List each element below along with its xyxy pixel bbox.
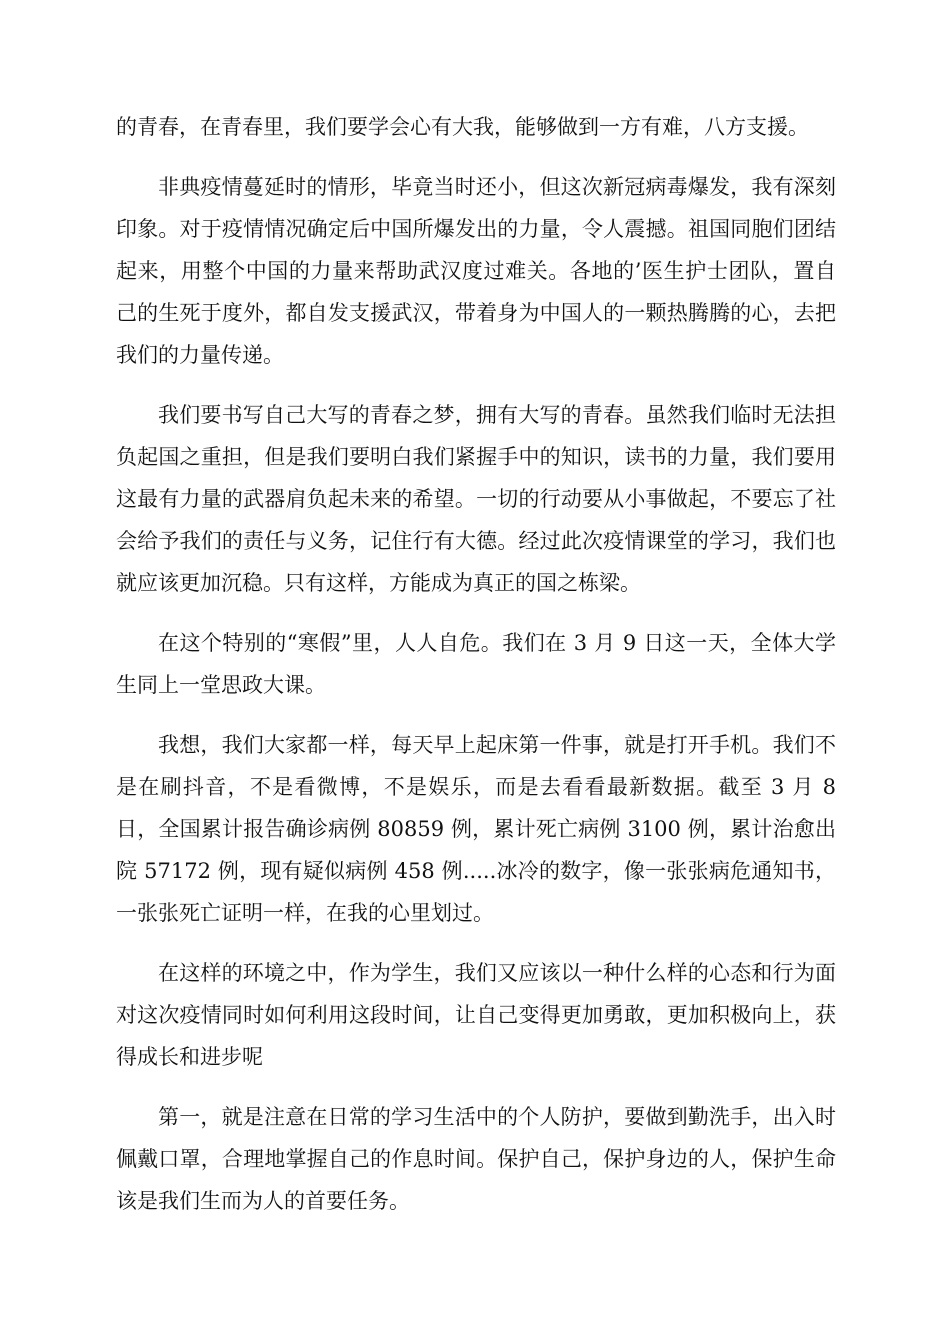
paragraph-first-protection: 第一，就是注意在日常的学习生活中的个人防护，要做到勤洗手，出入时佩戴口罩，合理地掌握自己的作息时间。保护自己，保护身边的人，保护生命该是我们生而为人的首要任务。 <box>116 1105 836 1213</box>
paragraph-special-holiday: 在这个特别的“寒假”里，人人自危。我们在 3 月 9 日这一天，全体大学生同上一堂思政大课。 <box>116 631 836 697</box>
paragraph-sars-memory: 非典疫情蔓延时的情形，毕竟当时还小，但这次新冠病毒爆发，我有深刻印象。对于疫情情况确定后中国所爆发出的力量，令人震撼。祖国同胞们团结起来，用整个中国的力量来帮助武汉度过难关。各地的’医生护士团队，置自己的生死于度外，都自发支援武汉，带着身为中国人的一颗热腾腾的心，去把我们的力量传递。 <box>116 175 836 367</box>
document-page <box>116 106 836 1222</box>
paragraph-daily-data: 我想，我们大家都一样，每天早上起床第一件事，就是打开手机。我们不是在刷抖音，不是看微博，不是娱乐，而是去看看最新数据。截至 3 月 8 日，全国累计报告确诊病例 80859 例，累计死亡病例 3100 例，累计治愈出院 57172 例，现有疑似病例 458 例.....冰冷的数字，像一张张病危通知书，一张张死亡证明一样，在我的心里划过。 <box>116 733 836 925</box>
paragraph-continuation: 的青春，在青春里，我们要学会心有大我，能够做到一方有难，八方支援。 <box>116 115 809 139</box>
paragraph-student-attitude: 在这样的环境之中，作为学生，我们又应该以一种什么样的心态和行为面对这次疫情同时如何利用这段时间，让自己变得更加勇敢，更加积极向上，获得成长和进步呢 <box>116 961 836 1069</box>
paragraph-youth-dream: 我们要书写自己大写的青春之梦，拥有大写的青春。虽然我们临时无法担负起国之重担，但是我们要明白我们紧握手中的知识，读书的力量，我们要用这最有力量的武器肩负起未来的希望。一切的行动要从小事做起，不要忘了社会给予我们的责任与义务，记住行有大德。经过此次疫情课堂的学习，我们也就应该更加沉稳。只有这样，方能成为真正的国之栋梁。 <box>116 403 836 595</box>
